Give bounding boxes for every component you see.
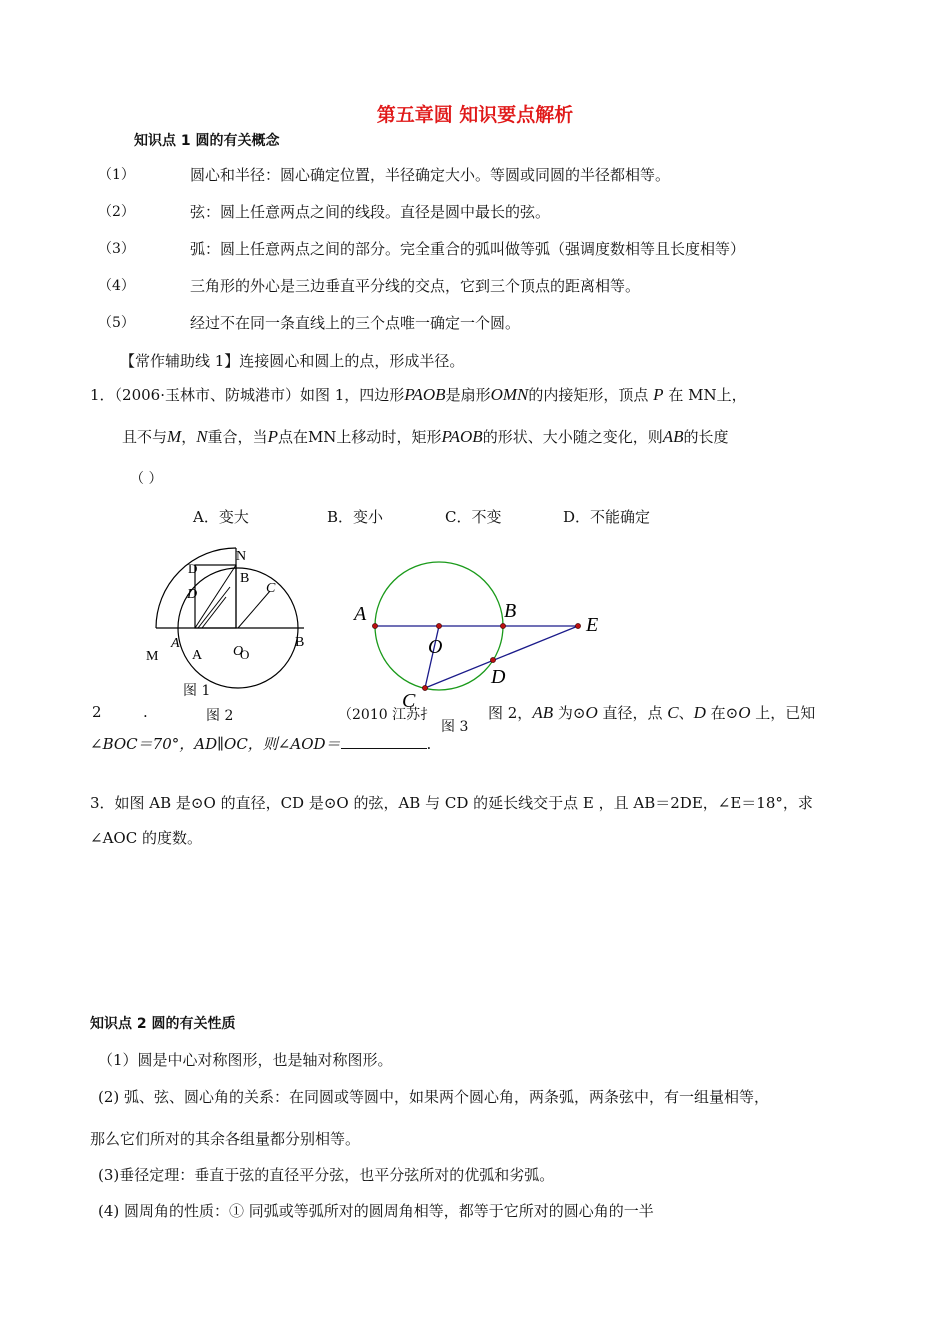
math-var: O	[738, 703, 751, 722]
question-1-line2	[122, 426, 729, 447]
option-d: D．不能确定	[563, 508, 651, 526]
point-label: B	[240, 571, 250, 586]
math-var: OMN	[490, 385, 529, 404]
item-number: （3）	[98, 241, 135, 257]
question-1-line1	[90, 384, 747, 405]
point-label: E	[586, 614, 599, 636]
property-item: (4) 圆周角的性质：① 同弧或等弧所对的圆周角相等，都等于它所对的圆心角的一半	[98, 1202, 654, 1220]
diagonal-line	[195, 565, 236, 628]
radius-oc	[238, 591, 270, 628]
property-item: (2) 弧、弦、圆心角的关系：在同圆或等圆中，如果两个圆心角，两条弧，两条弦中，有一组量相等，	[98, 1088, 770, 1106]
question-2-line1	[488, 702, 815, 723]
figure-1-caption: 图 1	[183, 683, 211, 699]
item-text: 三角形的外心是三边垂直平分线的交点，它到三个顶点的距离相等。	[190, 277, 641, 295]
item-number: （5）	[98, 315, 135, 331]
item-text: 经过不在同一条直线上的三个点唯一确定一个圆。	[190, 314, 521, 332]
question-2-line2	[90, 733, 431, 754]
math-var: C	[667, 703, 679, 722]
figure-3-diagram	[348, 555, 608, 715]
question-text: 上，已知	[750, 704, 816, 722]
question-text: 的形状、大小随之变化，则	[482, 428, 663, 446]
math-var: PAOB	[404, 385, 446, 404]
answer-paren: （ ）	[130, 471, 163, 487]
property-item: 那么它们所对的其余各组量都分别相等。	[90, 1130, 361, 1148]
point-b-dot	[500, 623, 505, 628]
math-var: D	[693, 703, 706, 722]
question-2-dot: .	[143, 703, 148, 721]
point-c-dot	[422, 685, 427, 690]
figure-2-caption: 图 2	[206, 708, 234, 724]
point-label: C	[402, 690, 416, 712]
point-label: B	[295, 635, 305, 650]
question-text: 在 MN上，	[668, 386, 747, 404]
section1-heading: 知识点 1 圆的有关概念	[134, 133, 280, 149]
math-var: N	[196, 427, 208, 446]
question-number: 1．	[90, 386, 115, 404]
point-label: A	[171, 636, 180, 651]
aux-line-note: 【常作辅助线 1】连接圆心和圆上的点，形成半径。	[120, 352, 465, 370]
math-var: O	[585, 703, 598, 722]
section2-heading: 知识点 2 圆的有关性质	[90, 1016, 236, 1032]
question-text: 且不与	[122, 428, 168, 446]
point-label: D	[188, 561, 198, 576]
item-number: （4）	[98, 278, 135, 294]
point-label: D	[187, 587, 198, 602]
question-text: 的内接矩形，顶点	[528, 386, 649, 404]
point-label: C	[266, 581, 276, 596]
point-label: N	[236, 549, 247, 564]
chord-line	[198, 587, 230, 628]
point-label: B	[504, 600, 517, 622]
point-o-dot	[436, 623, 441, 628]
figure-3-caption: 图 3	[441, 719, 469, 735]
question-text: 为⊙	[553, 704, 586, 722]
option-b: B．变小	[327, 508, 384, 526]
point-label: A	[354, 603, 367, 625]
math-var: PAOB	[441, 427, 483, 446]
item-number: （1）	[98, 167, 135, 183]
item-number: （2）	[98, 204, 135, 220]
figure-1-sector-diagram	[140, 545, 320, 690]
item-text: 圆心和半径：圆心确定位置，半径确定大小。等圆或同圆的半径都相等。	[190, 166, 671, 184]
math-var: P	[653, 385, 664, 404]
question-2-source: （2010 江苏扌	[338, 707, 435, 723]
question-text: （2006·玉林市、防城港市）如图 1，四边形	[114, 386, 405, 404]
question-text: 直径，点	[597, 704, 668, 722]
punctuation: 、	[678, 704, 694, 722]
punctuation: ，	[181, 428, 197, 446]
item-text: 弧：圆上任意两点之间的部分。完全重合的弧叫做等弧（强调度数相等且长度相等）	[190, 240, 746, 258]
point-label: M	[146, 649, 159, 664]
property-item: (3)垂径定理：垂直于弦的直径平分弦，也平分弦所对的优弧和劣弧。	[98, 1166, 555, 1184]
property-item: （1）圆是中心对称图形，也是轴对称图形。	[98, 1051, 393, 1069]
math-var: M	[167, 427, 182, 446]
point-e-dot	[575, 623, 580, 628]
point-label: A	[192, 648, 203, 663]
question-3-line1: 3．如图 AB 是⊙O 的直径，CD 是⊙O 的弦，AB 与 CD 的延长线交于点 E ，且 AB＝2DE，∠E＝18°，求	[90, 794, 813, 812]
question-3-line2: ∠AOC 的度数。	[90, 829, 202, 847]
question-text: 是扇形	[445, 386, 491, 404]
point-label: D	[491, 666, 506, 688]
math-var: P	[267, 427, 278, 446]
question-text: 的长度	[683, 428, 729, 446]
point-label: O	[428, 636, 443, 658]
option-c: C．不变	[445, 508, 502, 526]
item-text: 弦：圆上任意两点之间的线段。直径是圆中最长的弦。	[190, 203, 551, 221]
point-label: O	[233, 644, 244, 659]
answer-blank[interactable]	[341, 734, 427, 749]
question-text: 图 2，	[488, 704, 533, 722]
point-d-dot	[490, 657, 495, 662]
point-label: O	[240, 647, 250, 662]
question-text: ∠BOC＝70°，AD∥OC，则∠AOD＝	[90, 735, 341, 753]
punctuation: .	[426, 735, 432, 753]
option-a: A．变大	[193, 508, 249, 526]
math-var: AB	[532, 703, 554, 722]
point-a-dot	[372, 623, 377, 628]
question-2-number: 2	[92, 703, 102, 721]
page-title: 第五章圆 知识要点解析	[376, 104, 574, 126]
question-text: 重合，当	[207, 428, 268, 446]
question-text: 在⊙	[705, 704, 739, 722]
math-var: AB	[662, 427, 684, 446]
question-text: 点在MN上移动时，矩形	[277, 428, 442, 446]
